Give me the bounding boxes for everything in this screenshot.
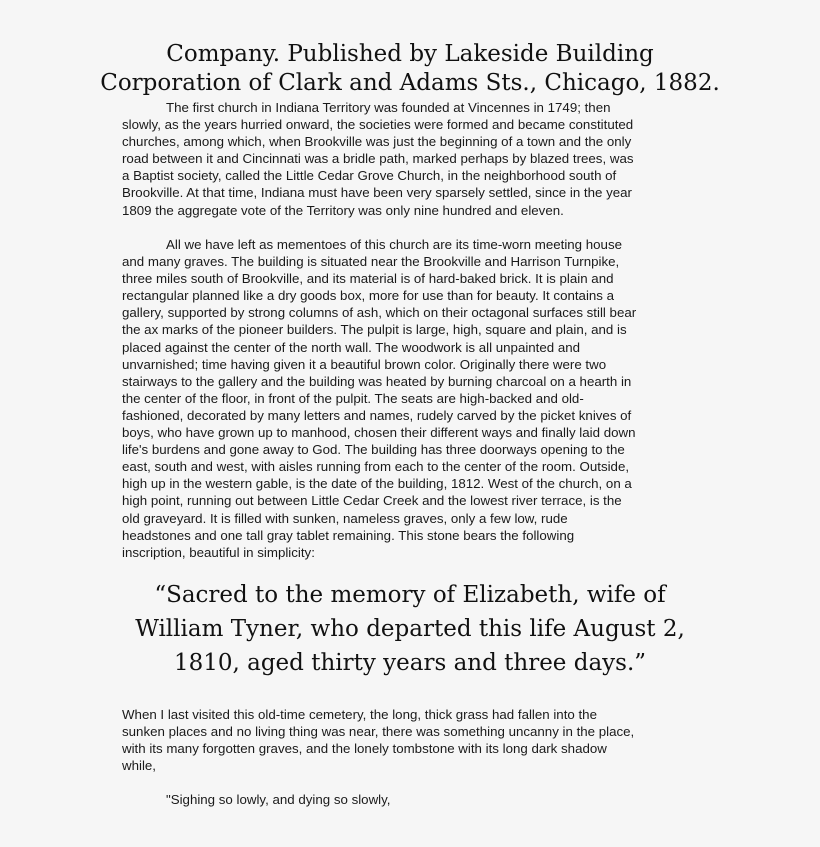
- paragraph-line: fashioned, decorated by many letters and names, rudely carved by the picket knives of: [122, 407, 632, 423]
- paragraph-line: All we have left as mementoes of this church are its time-worn meeting house: [166, 237, 622, 252]
- heading-line-1: Company. Published by Lakeside Building: [166, 41, 654, 67]
- paragraph-line: road between it and Cincinnati was a bridle path, marked perhaps by blazed trees, was: [122, 151, 634, 167]
- paragraph-line: churches, among which, when Brookville was just the beginning of a town and the only: [122, 134, 632, 150]
- paragraph-line: stairways to the gallery and the building was heated by burning charcoal on a hearth in: [122, 373, 632, 389]
- paragraph-line: unvarnished; time having given it a beautiful brown color. Originally there were two: [122, 356, 607, 372]
- paragraph-line: east, south and west, with aisles running from each to the center of the room. Outside,: [122, 459, 630, 475]
- paragraph-line: the center of the floor, in front of the pulpit. The seats are high-backed and old-: [122, 390, 584, 406]
- paragraph-line: boys, who have grown up to manhood, chosen their different ways and finally laid down: [122, 425, 636, 441]
- inscription-quote: [100, 578, 720, 680]
- heading: [80, 40, 740, 98]
- paragraph-line: high up in the western gable, is the date of the building, 1812. West of the church, on a: [122, 476, 632, 492]
- paragraph-line: rectangular planned like a dry goods box, more for use than for beauty. It contains a: [122, 288, 615, 304]
- paragraph-3: [122, 706, 722, 774]
- paragraph-line: high point, running out between Little Cedar Creek and the lowest river terrace, is the: [122, 493, 622, 509]
- paragraph-line: while,: [122, 758, 156, 774]
- paragraph-line: The first church in Indiana Territory was founded at Vincennes in 1749; then: [166, 100, 611, 115]
- paragraph-line: life's burdens and gone away to God. The building has three doorways opening to the: [122, 442, 625, 458]
- quote-line-1: “Sacred to the memory of Elizabeth, wife of: [154, 582, 666, 608]
- paragraph-line: When I last visited this old-time cemetery, the long, thick grass had fallen into the: [122, 707, 597, 722]
- poem-line: "Sighing so lowly, and dying so slowly,: [166, 792, 391, 807]
- paragraph-line: with its many forgotten graves, and the lonely tombstone with its long dark shadow: [122, 741, 607, 757]
- paragraph-line: 1809 the aggregate vote of the Territory was only nine hundred and eleven.: [122, 202, 564, 218]
- paragraph-line: old graveyard. It is filled with sunken, nameless graves, only a few low, rude: [122, 510, 568, 526]
- quote-line-2: William Tyner, who departed this life August 2,: [135, 616, 685, 642]
- paragraph-2: [122, 236, 722, 561]
- paragraph-line: three miles south of Brookville, and its material is of hard-baked brick. It is plain and: [122, 271, 614, 287]
- paragraph-line: a Baptist society, called the Little Cedar Grove Church, in the neighborhood south of: [122, 168, 617, 184]
- heading-line-2: Corporation of Clark and Adams Sts., Chicago, 1882.: [100, 70, 720, 96]
- paragraph-line: slowly, as the years hurried onward, the societies were formed and became constituted: [122, 117, 634, 133]
- paragraph-line: headstones and one tall gray tablet remaining. This stone bears the following: [122, 527, 575, 543]
- paragraph-line: and many graves. The building is situated near the Brookville and Harrison Turnpike,: [122, 254, 620, 270]
- paragraph-line: Brookville. At that time, Indiana must have been very sparsely settled, since in the year: [122, 185, 632, 201]
- paragraph-line: sunken places and no living thing was near, there was something uncanny in the place,: [122, 724, 635, 740]
- paragraph-line: gallery, supported by strong columns of ash, which on their octagonal surfaces still bear: [122, 305, 637, 321]
- paragraph-line: inscription, beautiful in simplicity:: [122, 544, 315, 560]
- paragraph-1: [122, 99, 722, 219]
- paragraph-line: the ax marks of the pioneer builders. The pulpit is large, high, square and plain, and is: [122, 322, 627, 338]
- poem-excerpt: [122, 791, 722, 808]
- quote-line-3: 1810, aged thirty years and three days.”: [173, 650, 647, 676]
- paragraph-line: placed against the center of the north wall. The woodwork is all unpainted and: [122, 339, 581, 355]
